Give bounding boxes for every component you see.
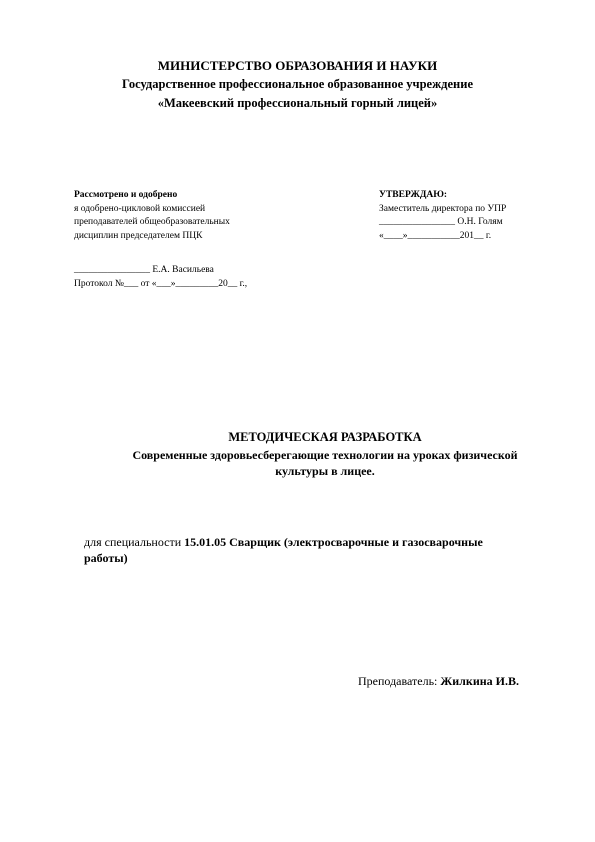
specialty-block — [84, 534, 564, 566]
document-subtitle-line-2: культуры в лицее. — [275, 464, 375, 478]
approve-line-1: Заместитель директора по УПР — [379, 203, 507, 214]
institution-name: «Макеевский профессиональный горный лицей» — [157, 96, 438, 110]
review-heading: Рассмотрено и одобрено — [74, 190, 178, 200]
teacher-name: Жилкина И.В. — [440, 674, 519, 688]
specialty-prefix: для специальности — [84, 535, 185, 549]
document-header — [0, 56, 595, 113]
signature-block — [74, 264, 334, 291]
review-approval-block — [74, 189, 314, 243]
signature-line: ________________ Е.А. Васильева — [74, 265, 214, 275]
document-title: МЕТОДИЧЕСКАЯ РАЗРАБОТКА — [228, 430, 422, 444]
teacher-label: Преподаватель: — [358, 674, 441, 688]
approve-line-2: ________________ О.Н. Голям — [379, 217, 503, 227]
review-line-2: преподавателей общеобразовательных — [74, 217, 230, 227]
approve-heading: УТВЕРЖДАЮ: — [379, 190, 448, 200]
approve-block — [379, 189, 569, 243]
review-line-3: дисциплин председателем ПЦК — [74, 230, 203, 241]
ministry-name: МИНИСТЕРСТВО ОБРАЗОВАНИЯ И НАУКИ — [157, 58, 438, 73]
protocol-line: Протокол №___ от «___»_________20__ г., — [74, 278, 248, 289]
institution-type: Государственное профессиональное образованное учреждение — [121, 77, 473, 91]
title-block — [90, 429, 560, 479]
document-subtitle-line-1: Современные здоровьесберегающие технологии на уроках физической — [132, 448, 518, 462]
specialty-code-name: 15.01.05 Сварщик (электросварочные и газосварочные — [184, 535, 483, 549]
review-line-1: я одобрено-цикловой комиссией — [74, 203, 206, 214]
approve-line-3: «____»___________201__ г. — [379, 230, 492, 241]
teacher-block — [358, 673, 558, 689]
specialty-line-2: работы) — [84, 551, 128, 565]
